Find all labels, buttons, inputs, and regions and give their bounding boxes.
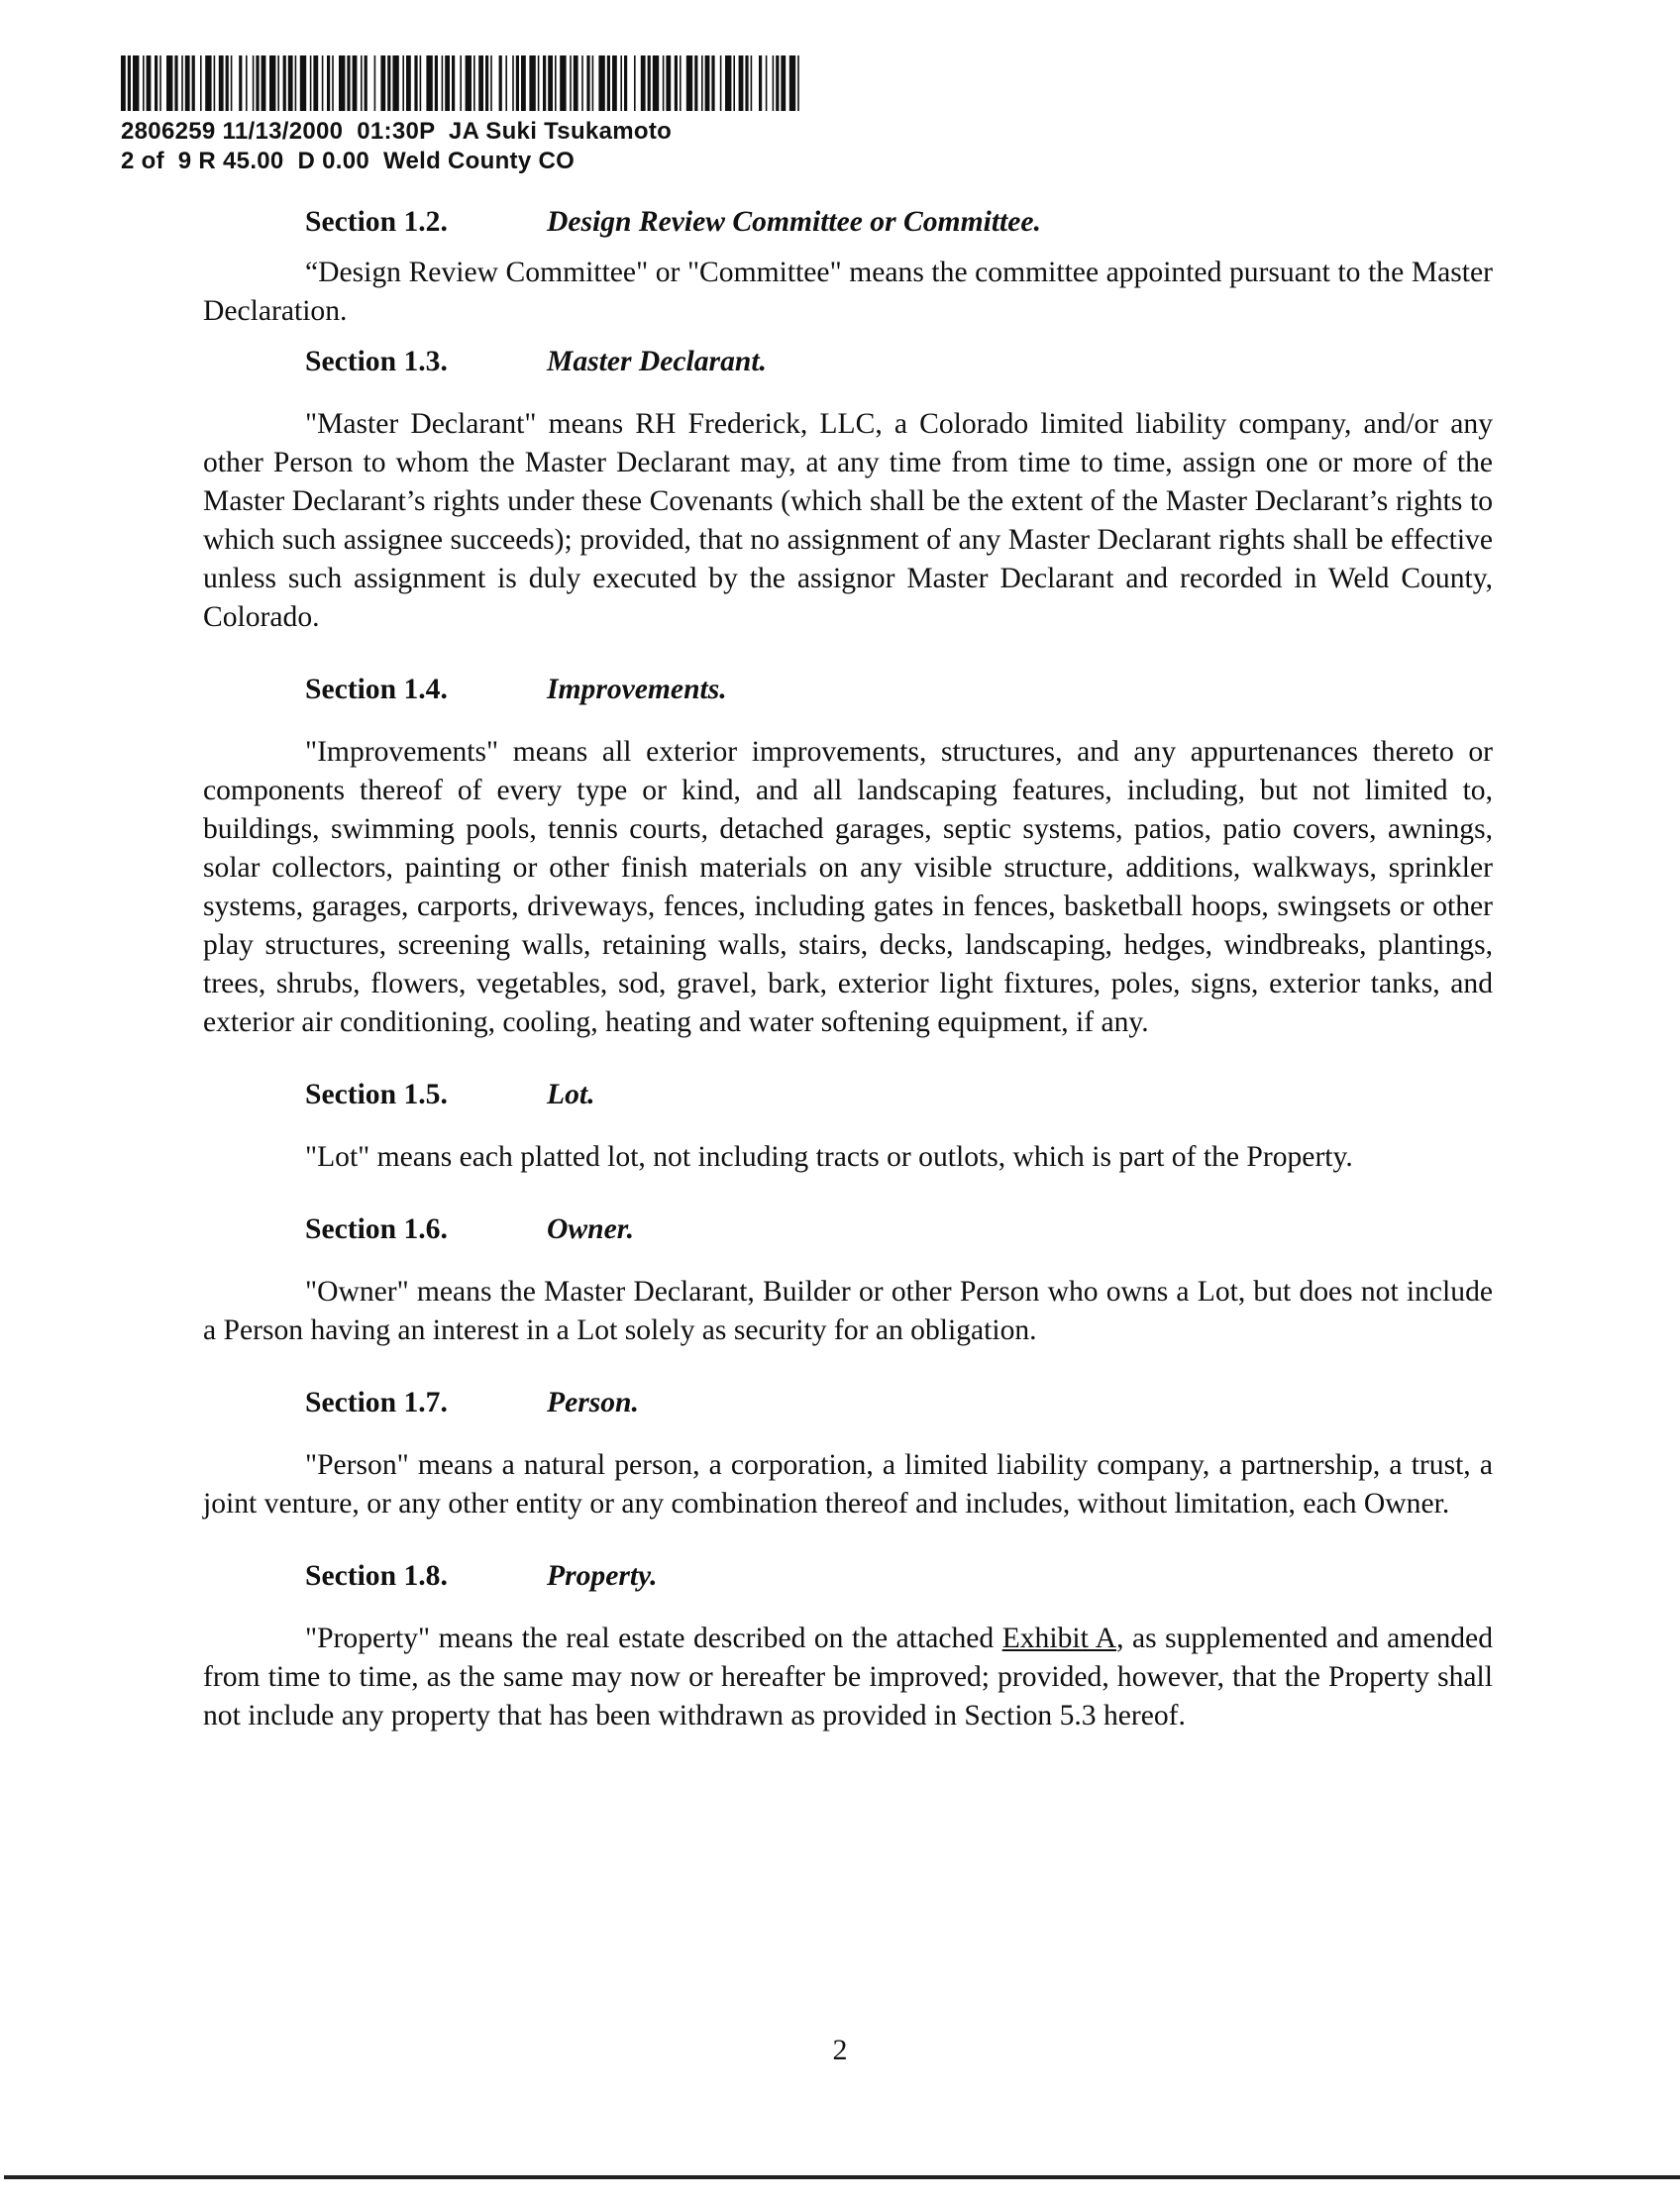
section-text-before: "Property" means the real estate described on the attached	[305, 1623, 1002, 1654]
section-text-1-2: “Design Review Committee" or "Committee" means the committee appointed pursuant to the Master Declaration.	[203, 257, 1493, 327]
section-number: Section 1.8.	[305, 1560, 448, 1592]
section-text-1-8	[203, 1620, 1493, 1735]
section-text-1-3: "Master Declarant" means RH Frederick, LLC, a Colorado limited liability company, and/or any other Person to whom the Master Declarant may, at any time from time to time, assign one or more of the Master Declarant’s rights under these Covenants (which shall be the extent of the Master Declarant’s rights to which such assignee succeeds); provided, that no assignment of any Master Declarant rights shall be effective unless such assignment is duly executed by the assignor Master Declarant and recorded in Weld County, Colorado.	[203, 408, 1493, 633]
section-number: Section 1.2.	[305, 206, 448, 238]
section-heading-1-8	[203, 1557, 1493, 1596]
section-text-1-7: "Person" means a natural person, a corporation, a limited liability company, a partnership, a trust, a joint venture, or any other entity or any combination thereof and includes, without limitation, each Owner.	[203, 1449, 1493, 1520]
barcode	[121, 55, 802, 111]
footer-rule	[4, 2175, 1680, 2179]
recording-stamp	[121, 117, 672, 176]
section-text-1-4: "Improvements" means all exterior improvements, structures, and any appurtenances thereto or components thereof of every type or kind, and all landscaping features, including, but not limited to, buildings, swimming pools, tennis courts, detached garages, septic systems, patios, patio covers, awnings, solar collectors, painting or other finish materials on any visible structure, additions, walkways, sprinkler systems, garages, carports, driveways, fences, including gates in fences, basketball hoops, swingsets or other play structures, screening walls, retaining walls, stairs, decks, landscaping, hedges, windbreaks, plantings, trees, shrubs, flowers, vegetables, sod, gravel, bark, exterior light fixtures, poles, signs, exterior tanks, and exterior air conditioning, cooling, heating and water softening equipment, if any.	[203, 736, 1493, 1038]
section-number: Section 1.5.	[305, 1079, 448, 1110]
page-number: 2	[832, 2034, 848, 2066]
recording-line-1: 2806259 11/13/2000 01:30P JA Suki Tsukamoto	[121, 118, 673, 145]
section-title: Property.	[547, 1560, 658, 1592]
section-heading-1-2	[203, 203, 1493, 242]
section-title: Design Review Committee or Committee.	[547, 206, 1041, 238]
section-title: Person.	[547, 1387, 639, 1418]
section-title: Lot.	[547, 1079, 595, 1110]
section-number: Section 1.7.	[305, 1387, 448, 1418]
section-heading-1-5	[203, 1076, 1493, 1114]
section-number: Section 1.3.	[305, 346, 448, 377]
section-text-1-5: "Lot" means each platted lot, not including tracts or outlots, which is part of the Property.	[305, 1141, 1353, 1173]
section-number: Section 1.6.	[305, 1213, 448, 1245]
section-heading-1-3	[203, 343, 1493, 381]
section-title: Owner.	[547, 1213, 634, 1245]
section-text-1-6: "Owner" means the Master Declarant, Builder or other Person who owns a Lot, but does not include a Person having an interest in a Lot solely as security for an obligation.	[203, 1276, 1493, 1346]
section-text-after: , as supplemented and amended from time to time, as the same may now or hereafter be improved; provided, however, that the Property shall not include any property that has been withdrawn as provided in Section 5.3 hereof.	[203, 1623, 1493, 1732]
section-heading-1-4	[203, 671, 1493, 709]
exhibit-a-reference: Exhibit A	[1001, 1623, 1117, 1654]
document-body	[203, 203, 1493, 1735]
section-title: Improvements.	[547, 674, 727, 705]
recording-line-2: 2 of 9 R 45.00 D 0.00 Weld County CO	[121, 148, 576, 174]
section-heading-1-6	[203, 1210, 1493, 1249]
section-title: Master Declarant.	[547, 346, 767, 377]
section-number: Section 1.4.	[305, 674, 448, 705]
section-heading-1-7	[203, 1384, 1493, 1422]
